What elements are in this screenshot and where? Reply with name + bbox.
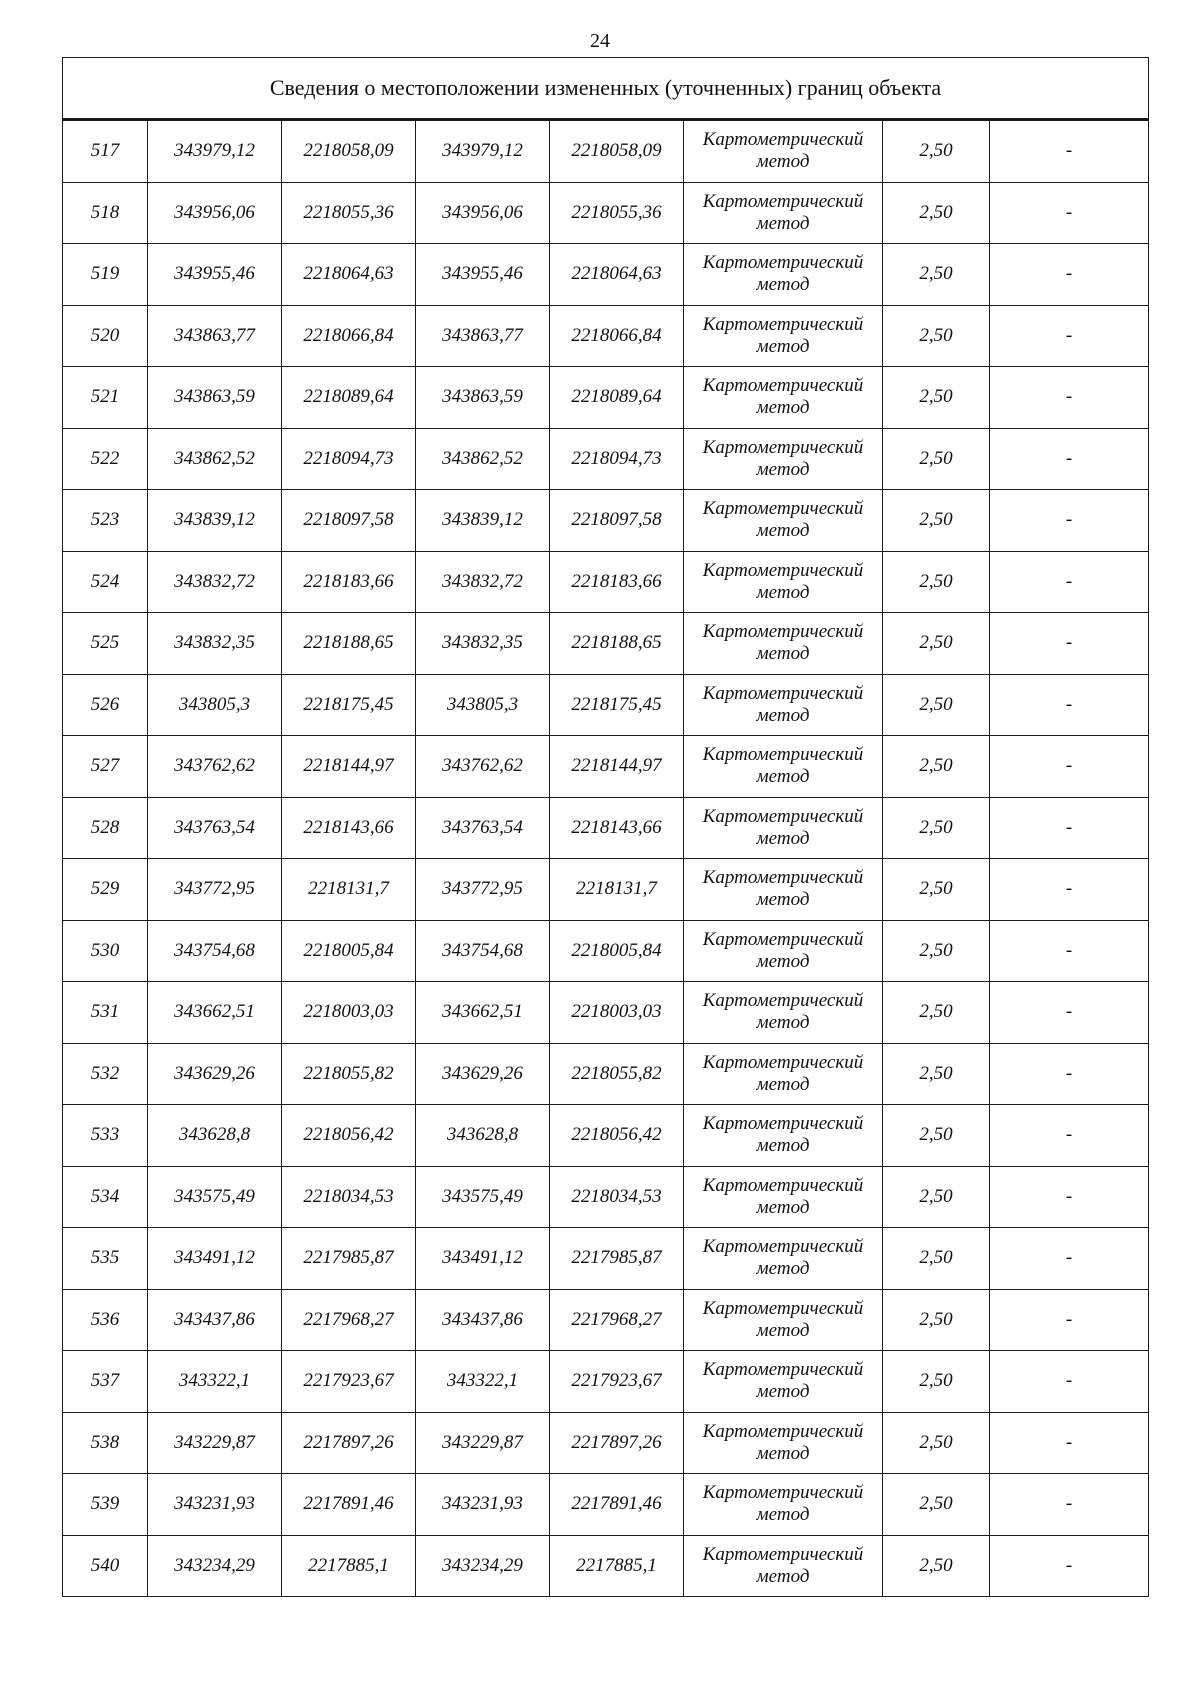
method-cell: [684, 797, 883, 859]
existing-x-cell: 343862,52: [148, 428, 282, 490]
refined-x-cell: 343839,12: [416, 490, 550, 552]
method-cell: [684, 859, 883, 921]
note-cell: -: [990, 1166, 1149, 1228]
refined-y-cell: 2217923,67: [550, 1351, 684, 1413]
method-cell: [684, 920, 883, 982]
method-line-1: Картометрический: [702, 1051, 864, 1073]
method-line-2: метод: [756, 643, 810, 665]
method-line-1: Картометрический: [702, 129, 864, 151]
refined-x-cell: 343956,06: [416, 182, 550, 244]
method-cell: [684, 305, 883, 367]
table-row: [63, 1351, 1149, 1413]
table-body: [63, 58, 1149, 1597]
refined-x-cell: 343763,54: [416, 797, 550, 859]
existing-x-cell: 343863,77: [148, 305, 282, 367]
table-row: [63, 551, 1149, 613]
method-cell: [684, 982, 883, 1044]
table-row: [63, 736, 1149, 798]
table-row: [63, 1043, 1149, 1105]
method-cell: [684, 1474, 883, 1536]
note-cell: -: [990, 1105, 1149, 1167]
refined-y-cell: 2218131,7: [550, 859, 684, 921]
method-cell: [684, 120, 883, 183]
note-cell: -: [990, 1043, 1149, 1105]
existing-y-cell: 2218144,97: [282, 736, 416, 798]
refined-y-cell: 2217985,87: [550, 1228, 684, 1290]
refined-x-cell: 343234,29: [416, 1535, 550, 1597]
accuracy-cell: 2,50: [883, 367, 990, 429]
refined-x-cell: 343628,8: [416, 1105, 550, 1167]
point-number-cell: 537: [63, 1351, 148, 1413]
method-line-1: Картометрический: [702, 375, 864, 397]
refined-y-cell: 2218055,36: [550, 182, 684, 244]
accuracy-cell: 2,50: [883, 182, 990, 244]
note-cell: -: [990, 551, 1149, 613]
method-line-1: Картометрический: [702, 436, 864, 458]
existing-y-cell: 2218064,63: [282, 244, 416, 306]
refined-x-cell: 343863,77: [416, 305, 550, 367]
method-line-1: Картометрический: [702, 190, 864, 212]
accuracy-cell: 2,50: [883, 305, 990, 367]
refined-x-cell: 343762,62: [416, 736, 550, 798]
point-number-cell: 528: [63, 797, 148, 859]
refined-y-cell: 2218144,97: [550, 736, 684, 798]
table-row: [63, 1412, 1149, 1474]
refined-y-cell: 2218089,64: [550, 367, 684, 429]
method-line-1: Картометрический: [702, 744, 864, 766]
existing-y-cell: 2218003,03: [282, 982, 416, 1044]
existing-x-cell: 343629,26: [148, 1043, 282, 1105]
point-number-cell: 522: [63, 428, 148, 490]
existing-y-cell: 2218055,82: [282, 1043, 416, 1105]
existing-x-cell: 343229,87: [148, 1412, 282, 1474]
point-number-cell: 539: [63, 1474, 148, 1536]
method-line-2: метод: [756, 1442, 810, 1464]
refined-y-cell: 2218064,63: [550, 244, 684, 306]
note-cell: -: [990, 120, 1149, 183]
point-number-cell: 535: [63, 1228, 148, 1290]
method-line-1: Картометрический: [702, 990, 864, 1012]
refined-x-cell: 343575,49: [416, 1166, 550, 1228]
refined-x-cell: 343832,72: [416, 551, 550, 613]
existing-x-cell: 343628,8: [148, 1105, 282, 1167]
table-row: [63, 182, 1149, 244]
method-line-1: Картометрический: [702, 928, 864, 950]
accuracy-cell: 2,50: [883, 920, 990, 982]
accuracy-cell: 2,50: [883, 1289, 990, 1351]
accuracy-cell: 2,50: [883, 1474, 990, 1536]
refined-y-cell: 2218097,58: [550, 490, 684, 552]
method-line-1: Картометрический: [702, 252, 864, 274]
method-line-1: Картометрический: [702, 682, 864, 704]
method-line-2: метод: [756, 827, 810, 849]
table-row: [63, 1289, 1149, 1351]
method-line-1: Картометрический: [702, 1482, 864, 1504]
existing-y-cell: 2218097,58: [282, 490, 416, 552]
method-cell: [684, 736, 883, 798]
method-line-1: Картометрический: [702, 1420, 864, 1442]
point-number-cell: 531: [63, 982, 148, 1044]
method-line-2: метод: [756, 520, 810, 542]
note-cell: -: [990, 1351, 1149, 1413]
refined-y-cell: 2217968,27: [550, 1289, 684, 1351]
page-number: 24: [590, 30, 610, 52]
refined-x-cell: 343231,93: [416, 1474, 550, 1536]
method-line-2: метод: [756, 274, 810, 296]
method-cell: [684, 551, 883, 613]
method-cell: [684, 367, 883, 429]
method-line-1: Картометрический: [702, 313, 864, 335]
refined-y-cell: 2217885,1: [550, 1535, 684, 1597]
existing-x-cell: 343662,51: [148, 982, 282, 1044]
method-cell: [684, 1043, 883, 1105]
accuracy-cell: 2,50: [883, 1535, 990, 1597]
existing-x-cell: 343863,59: [148, 367, 282, 429]
refined-x-cell: 343491,12: [416, 1228, 550, 1290]
point-number-cell: 520: [63, 305, 148, 367]
refined-y-cell: 2218188,65: [550, 613, 684, 675]
method-line-2: метод: [756, 397, 810, 419]
table-row: [63, 367, 1149, 429]
refined-y-cell: 2218034,53: [550, 1166, 684, 1228]
note-cell: -: [990, 490, 1149, 552]
existing-x-cell: 343832,35: [148, 613, 282, 675]
point-number-cell: 540: [63, 1535, 148, 1597]
method-cell: [684, 1535, 883, 1597]
note-cell: -: [990, 674, 1149, 736]
accuracy-cell: 2,50: [883, 982, 990, 1044]
point-number-cell: 526: [63, 674, 148, 736]
refined-y-cell: 2218066,84: [550, 305, 684, 367]
note-cell: -: [990, 305, 1149, 367]
method-line-2: метод: [756, 1196, 810, 1218]
note-cell: -: [990, 613, 1149, 675]
existing-y-cell: 2218131,7: [282, 859, 416, 921]
refined-y-cell: 2218058,09: [550, 120, 684, 183]
existing-x-cell: 343754,68: [148, 920, 282, 982]
method-line-2: метод: [756, 950, 810, 972]
existing-y-cell: 2217897,26: [282, 1412, 416, 1474]
existing-x-cell: 343805,3: [148, 674, 282, 736]
accuracy-cell: 2,50: [883, 244, 990, 306]
method-cell: [684, 674, 883, 736]
accuracy-cell: 2,50: [883, 428, 990, 490]
refined-y-cell: 2217891,46: [550, 1474, 684, 1536]
accuracy-cell: 2,50: [883, 490, 990, 552]
existing-y-cell: 2218005,84: [282, 920, 416, 982]
method-line-1: Картометрический: [702, 498, 864, 520]
method-line-1: Картометрический: [702, 1236, 864, 1258]
method-line-2: метод: [756, 1319, 810, 1341]
method-line-2: метод: [756, 458, 810, 480]
refined-y-cell: 2218005,84: [550, 920, 684, 982]
note-cell: -: [990, 859, 1149, 921]
table-row: [63, 244, 1149, 306]
table-row: [63, 1474, 1149, 1536]
method-cell: [684, 613, 883, 675]
accuracy-cell: 2,50: [883, 613, 990, 675]
existing-y-cell: 2218056,42: [282, 1105, 416, 1167]
note-cell: -: [990, 920, 1149, 982]
point-number-cell: 518: [63, 182, 148, 244]
note-cell: -: [990, 1474, 1149, 1536]
existing-x-cell: 343234,29: [148, 1535, 282, 1597]
method-cell: [684, 1166, 883, 1228]
method-line-2: метод: [756, 766, 810, 788]
method-cell: [684, 1289, 883, 1351]
refined-x-cell: 343754,68: [416, 920, 550, 982]
method-cell: [684, 244, 883, 306]
method-line-2: метод: [756, 151, 810, 173]
refined-y-cell: 2218094,73: [550, 428, 684, 490]
table-title: Сведения о местоположении измененных (уточненных) границ объекта: [63, 58, 1149, 120]
method-cell: [684, 1351, 883, 1413]
point-number-cell: 536: [63, 1289, 148, 1351]
existing-y-cell: 2218066,84: [282, 305, 416, 367]
existing-y-cell: 2218143,66: [282, 797, 416, 859]
refined-y-cell: 2218003,03: [550, 982, 684, 1044]
method-line-2: метод: [756, 1381, 810, 1403]
table-row: [63, 674, 1149, 736]
note-cell: -: [990, 367, 1149, 429]
note-cell: -: [990, 982, 1149, 1044]
refined-x-cell: 343322,1: [416, 1351, 550, 1413]
existing-x-cell: 343437,86: [148, 1289, 282, 1351]
method-line-1: Картометрический: [702, 1174, 864, 1196]
note-cell: -: [990, 1412, 1149, 1474]
accuracy-cell: 2,50: [883, 1105, 990, 1167]
accuracy-cell: 2,50: [883, 551, 990, 613]
point-number-cell: 521: [63, 367, 148, 429]
refined-x-cell: 343437,86: [416, 1289, 550, 1351]
table-row: [63, 1105, 1149, 1167]
point-number-cell: 523: [63, 490, 148, 552]
note-cell: -: [990, 428, 1149, 490]
existing-y-cell: 2218058,09: [282, 120, 416, 183]
existing-x-cell: 343763,54: [148, 797, 282, 859]
refined-x-cell: 343832,35: [416, 613, 550, 675]
method-line-1: Картометрический: [702, 621, 864, 643]
existing-y-cell: 2218094,73: [282, 428, 416, 490]
point-number-cell: 517: [63, 120, 148, 183]
existing-x-cell: 343832,72: [148, 551, 282, 613]
existing-y-cell: 2217923,67: [282, 1351, 416, 1413]
note-cell: -: [990, 244, 1149, 306]
method-cell: [684, 428, 883, 490]
existing-x-cell: 343762,62: [148, 736, 282, 798]
refined-y-cell: 2217897,26: [550, 1412, 684, 1474]
existing-y-cell: 2217885,1: [282, 1535, 416, 1597]
refined-x-cell: 343629,26: [416, 1043, 550, 1105]
existing-y-cell: 2217891,46: [282, 1474, 416, 1536]
accuracy-cell: 2,50: [883, 1351, 990, 1413]
table-title-row: [63, 58, 1149, 120]
method-line-2: метод: [756, 581, 810, 603]
existing-y-cell: 2217985,87: [282, 1228, 416, 1290]
accuracy-cell: 2,50: [883, 736, 990, 798]
refined-x-cell: 343862,52: [416, 428, 550, 490]
method-line-2: метод: [756, 335, 810, 357]
refined-x-cell: 343979,12: [416, 120, 550, 183]
refined-x-cell: 343662,51: [416, 982, 550, 1044]
table-row: [63, 859, 1149, 921]
table-row: [63, 1535, 1149, 1597]
refined-y-cell: 2218175,45: [550, 674, 684, 736]
refined-x-cell: 343805,3: [416, 674, 550, 736]
method-cell: [684, 1228, 883, 1290]
method-cell: [684, 490, 883, 552]
existing-y-cell: 2218175,45: [282, 674, 416, 736]
method-line-2: метод: [756, 1135, 810, 1157]
method-line-2: метод: [756, 1504, 810, 1526]
existing-x-cell: 343979,12: [148, 120, 282, 183]
method-line-2: метод: [756, 1012, 810, 1034]
method-cell: [684, 1412, 883, 1474]
table-row: [63, 920, 1149, 982]
note-cell: -: [990, 736, 1149, 798]
existing-x-cell: 343491,12: [148, 1228, 282, 1290]
method-line-1: Картометрический: [702, 1543, 864, 1565]
method-line-2: метод: [756, 1258, 810, 1280]
existing-y-cell: 2217968,27: [282, 1289, 416, 1351]
method-line-1: Картометрический: [702, 1113, 864, 1135]
table-row: [63, 305, 1149, 367]
accuracy-cell: 2,50: [883, 1228, 990, 1290]
refined-y-cell: 2218143,66: [550, 797, 684, 859]
table-row: [63, 982, 1149, 1044]
refined-x-cell: 343772,95: [416, 859, 550, 921]
existing-x-cell: 343231,93: [148, 1474, 282, 1536]
accuracy-cell: 2,50: [883, 120, 990, 183]
accuracy-cell: 2,50: [883, 1166, 990, 1228]
refined-x-cell: 343863,59: [416, 367, 550, 429]
point-number-cell: 533: [63, 1105, 148, 1167]
method-line-1: Картометрический: [702, 805, 864, 827]
method-line-1: Картометрический: [702, 559, 864, 581]
accuracy-cell: 2,50: [883, 797, 990, 859]
note-cell: -: [990, 1228, 1149, 1290]
method-cell: [684, 182, 883, 244]
table-row: [63, 490, 1149, 552]
table-row: [63, 428, 1149, 490]
point-number-cell: 524: [63, 551, 148, 613]
existing-x-cell: 343575,49: [148, 1166, 282, 1228]
table-row: [63, 1228, 1149, 1290]
note-cell: -: [990, 182, 1149, 244]
note-cell: -: [990, 797, 1149, 859]
point-number-cell: 525: [63, 613, 148, 675]
note-cell: -: [990, 1289, 1149, 1351]
method-cell: [684, 1105, 883, 1167]
method-line-2: метод: [756, 212, 810, 234]
point-number-cell: 538: [63, 1412, 148, 1474]
accuracy-cell: 2,50: [883, 1043, 990, 1105]
note-cell: -: [990, 1535, 1149, 1597]
method-line-2: метод: [756, 1073, 810, 1095]
existing-y-cell: 2218034,53: [282, 1166, 416, 1228]
existing-x-cell: 343839,12: [148, 490, 282, 552]
method-line-2: метод: [756, 889, 810, 911]
point-number-cell: 519: [63, 244, 148, 306]
accuracy-cell: 2,50: [883, 859, 990, 921]
method-line-1: Картометрический: [702, 867, 864, 889]
accuracy-cell: 2,50: [883, 674, 990, 736]
refined-x-cell: 343229,87: [416, 1412, 550, 1474]
method-line-2: метод: [756, 1565, 810, 1587]
existing-y-cell: 2218188,65: [282, 613, 416, 675]
refined-y-cell: 2218183,66: [550, 551, 684, 613]
refined-y-cell: 2218055,82: [550, 1043, 684, 1105]
table-row: [63, 613, 1149, 675]
method-line-1: Картометрический: [702, 1359, 864, 1381]
table-row: [63, 797, 1149, 859]
existing-y-cell: 2218089,64: [282, 367, 416, 429]
existing-y-cell: 2218183,66: [282, 551, 416, 613]
method-line-2: метод: [756, 704, 810, 726]
existing-x-cell: 343772,95: [148, 859, 282, 921]
refined-x-cell: 343955,46: [416, 244, 550, 306]
point-number-cell: 527: [63, 736, 148, 798]
existing-x-cell: 343955,46: [148, 244, 282, 306]
point-number-cell: 532: [63, 1043, 148, 1105]
refined-y-cell: 2218056,42: [550, 1105, 684, 1167]
method-line-1: Картометрический: [702, 1297, 864, 1319]
existing-x-cell: 343956,06: [148, 182, 282, 244]
boundary-coordinates-table: [62, 57, 1149, 1597]
point-number-cell: 534: [63, 1166, 148, 1228]
point-number-cell: 529: [63, 859, 148, 921]
point-number-cell: 530: [63, 920, 148, 982]
accuracy-cell: 2,50: [883, 1412, 990, 1474]
existing-x-cell: 343322,1: [148, 1351, 282, 1413]
table-row: [63, 1166, 1149, 1228]
existing-y-cell: 2218055,36: [282, 182, 416, 244]
table-row: [63, 120, 1149, 183]
